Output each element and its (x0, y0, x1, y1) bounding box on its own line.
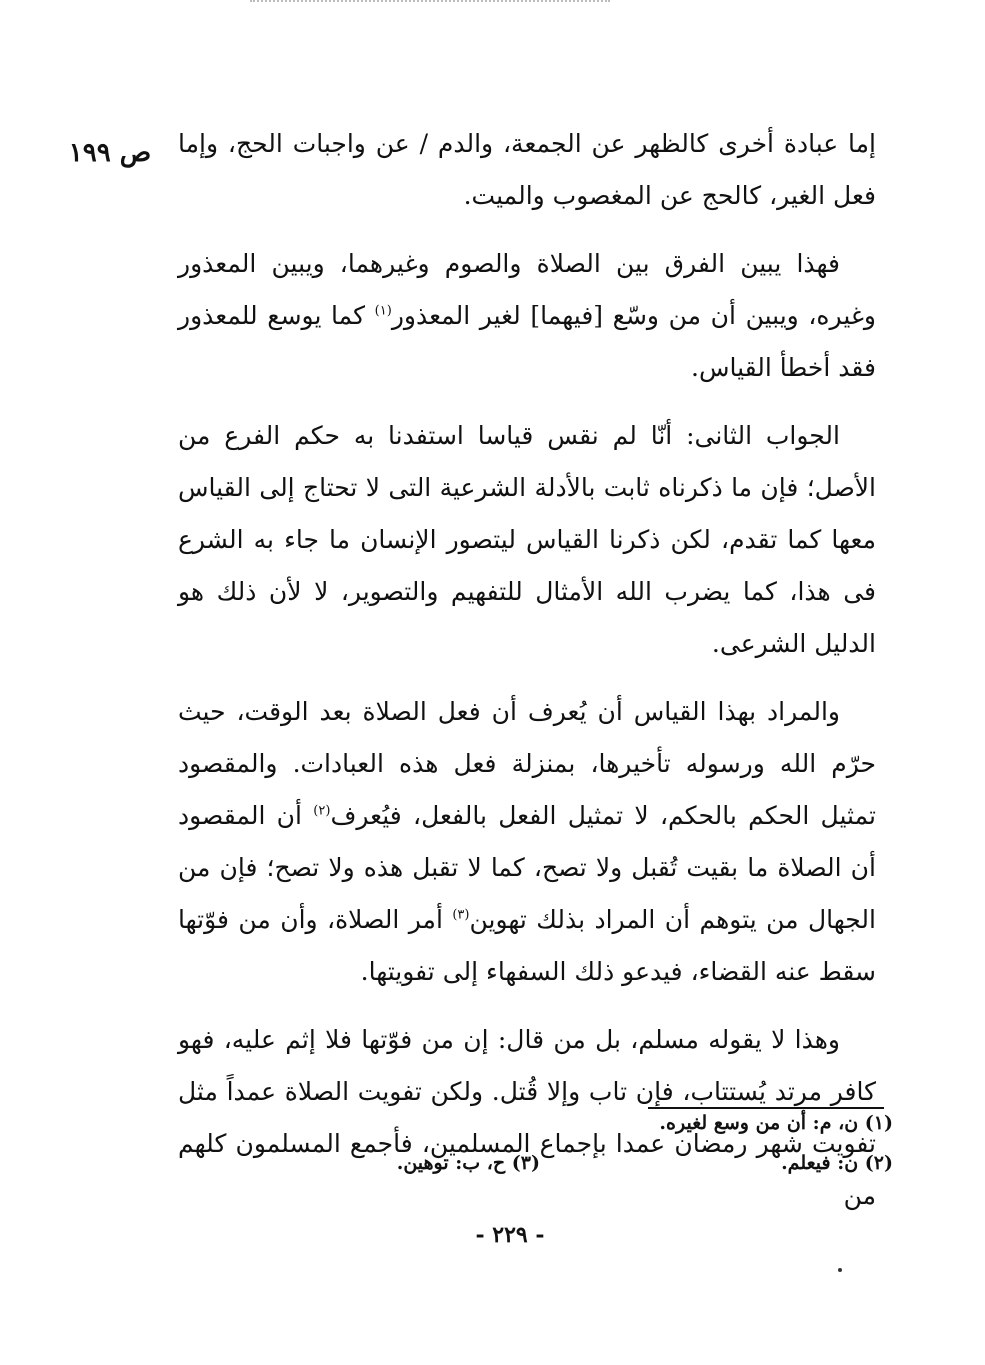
paragraph-2 (178, 238, 876, 394)
footnote-marker-2: (٢) (313, 803, 331, 819)
paragraph-2-text-cont: كما يوسع للمعذور فقد أخطأ القياس. (178, 301, 876, 382)
footnote-separator (648, 1107, 884, 1109)
paragraph-5-text: وهذا لا يقوله مسلم، بل من قال: إن من فوّتها فلا إثم عليه، فهو كافر مرتد يُستتاب، فإن تاب وإلا قُتل. ولكن تفويت الصلاة عمداً مثل تفويت شهر رمضان عمدا بإجماع المسلمين، فأجمع المسلمون كلهم من (178, 1025, 876, 1210)
footnote-marker-3: (٣) (452, 907, 470, 923)
paragraph-1-text: إما عبادة أخرى كالظهر عن الجمعة، والدم / عن واجبات الحج، وإما فعل الغير، كالحج عن المغصوب والميت. (178, 129, 876, 210)
footnote-marker-1: (١) (374, 303, 392, 319)
main-text (178, 118, 876, 1238)
margin-page-reference: ص ١٩٩ (68, 138, 152, 168)
paragraph-3-text: الجواب الثانى: أنّا لم نقس قياسا استفدنا به حكم الفرع من الأصل؛ فإن ما ذكرناه ثابت بالأدلة الشرعية التى لا تحتاج إلى القياس معها كما تقدم، لكن ذكرنا القياس ليتصور الإنسان ما جاء به الشرع فى هذا، كما يضرب الله الأمثال للتفهيم والتصوير، لا لأن ذلك هو الدليل الشرعى. (178, 421, 876, 658)
footnote-2: (٢) ن: فيعلم. (781, 1152, 893, 1174)
paragraph-1 (178, 118, 876, 222)
footnote-3: (٣) ح، ب: توهين. (396, 1152, 540, 1174)
paragraph-4-text-cont: أن المقصود أن الصلاة ما بقيت تُقبل ولا تصح، كما لا تقبل هذه ولا تصح؛ فإن من الجهال من يتوهم أن المراد بذلك تهوين (178, 801, 876, 934)
paragraph-2-text: فهذا يبين الفرق بين الصلاة والصوم وغيرهما، ويبين المعذور وغيره، ويبين أن من وسّع [فيهما] لغير المعذور (178, 249, 877, 330)
paragraph-3 (178, 410, 876, 670)
paragraph-4 (178, 686, 876, 998)
page-number: - ٢٢٩ - (475, 1222, 545, 1248)
paragraph-4-text-end: أمر الصلاة، وأن من فوّتها سقط عنه القضاء، فيدعو ذلك السفهاء إلى تفويتها. (178, 905, 876, 986)
footnote-1: (١) ن، م: أن من وسع لغيره. (659, 1112, 893, 1134)
scan-speck (838, 1268, 842, 1272)
paragraph-4-text: والمراد بهذا القياس أن يُعرف أن فعل الصلاة بعد الوقت، حيث حرّم الله ورسوله تأخيرها، بمنزلة فعل هذه العبادات. والمقصود تمثيل الحكم بالحكم، لا تمثيل الفعل بالفعل، فيُعرف (178, 697, 876, 830)
top-dotted-rule (250, 0, 610, 12)
